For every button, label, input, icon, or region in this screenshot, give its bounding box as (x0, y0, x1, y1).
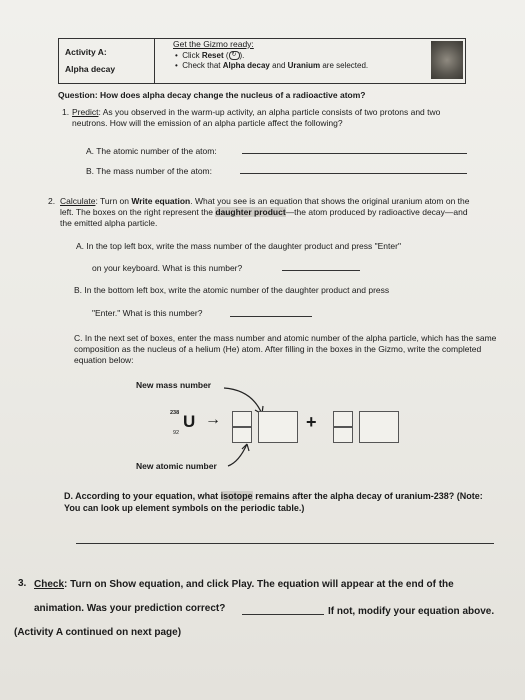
q2-part-c: C. In the next set of boxes, enter the mass number and atomic number of the alpha particle, which has the same composition as the nucleus of a helium (He) atom. After filling in the boxes in the Gizmo, write the completed equation below: (74, 333, 497, 365)
q1-prompt: Predict: As you observed in the warm-up activity, an alpha particle consists of two protons and two neutrons. How will the emission of an alpha particle affect the following? (72, 107, 441, 128)
main-question: Question: How does alpha decay change the nucleus of a radioactive atom? (58, 90, 366, 100)
q3-prompt-line2b: If not, modify your equation above. (328, 606, 495, 617)
q2-answer-b-line[interactable] (230, 316, 312, 317)
alpha-symbol-box[interactable] (359, 411, 399, 443)
activity-label (59, 39, 155, 83)
daughter-mass-box[interactable] (232, 411, 252, 427)
new-atomic-number-label: New atomic number (136, 461, 217, 471)
gizmo-thumbnail-image (431, 41, 463, 79)
q1-number: 1. (62, 107, 70, 117)
setup-bullet-reset: • Click Reset ( ↻ ). (175, 51, 245, 60)
activity-header (58, 38, 466, 84)
uranium-symbol: U (183, 412, 196, 431)
activity-title: Activity A: (65, 47, 107, 57)
q3-prompt: Check: Turn on Show equation, and click Play. The equation will appear at the end of the (34, 579, 454, 590)
q2-part-b: B. In the bottom left box, write the atomic number of the daughter product and press (74, 285, 390, 295)
reaction-arrow-icon: → (205, 411, 221, 428)
bullet-icon: • (175, 51, 183, 60)
q3-answer-line[interactable] (242, 614, 324, 615)
reset-icon: ↻ (229, 51, 240, 60)
gizmo-setup (155, 39, 455, 83)
daughter-symbol-box[interactable] (258, 411, 298, 443)
get-ready-title: Get the Gizmo ready: (173, 39, 254, 49)
alpha-atomic-box[interactable] (333, 427, 353, 443)
bullet-icon: • (175, 61, 183, 70)
q1-part-a: A. The atomic number of the atom: (86, 146, 217, 156)
q1-answer-a-line[interactable] (242, 153, 467, 154)
q3-prompt-line2: animation. Was your prediction correct? (34, 603, 226, 614)
q1-part-b: B. The mass number of the atom: (86, 166, 212, 176)
q2-answer-a-line[interactable] (282, 270, 360, 271)
q2-number: 2. (48, 196, 56, 206)
q2-prompt: Calculate: Turn on Write equation. What you see is an equation that shows the original uranium atom on the left. The boxes on the right represent the daughter product—the atom produced by radioactive decay—and the emitted alpha particle. (60, 196, 470, 228)
q2-part-a-cont: on your keyboard. What is this number? (92, 263, 243, 273)
q2-answer-d-line[interactable] (76, 543, 494, 544)
activity-topic: Alpha decay (65, 64, 116, 74)
setup-bullet-check: • Check that Alpha decay and Uranium are selected. (175, 61, 369, 70)
uranium-atomic-number: 92 (173, 430, 180, 436)
q2-part-a: A. In the top left box, write the mass number of the daughter product and press "Enter" (76, 241, 401, 251)
new-mass-number-label: New mass number (136, 380, 212, 390)
uranium-mass-number: 238 (170, 410, 180, 416)
q2-part-d: D. According to your equation, what isotope remains after the alpha decay of uranium-238? (Note: You can look up element symbols on the periodic table.) (64, 491, 483, 513)
q3-number: 3. (18, 578, 27, 589)
continued-note: (Activity A continued on next page) (14, 627, 182, 638)
plus-sign: + (306, 412, 317, 432)
q1-answer-b-line[interactable] (240, 173, 467, 174)
q2-part-b-cont: "Enter." What is this number? (92, 308, 203, 318)
atomic-arrow-icon (225, 440, 255, 470)
alpha-mass-box[interactable] (333, 411, 353, 427)
